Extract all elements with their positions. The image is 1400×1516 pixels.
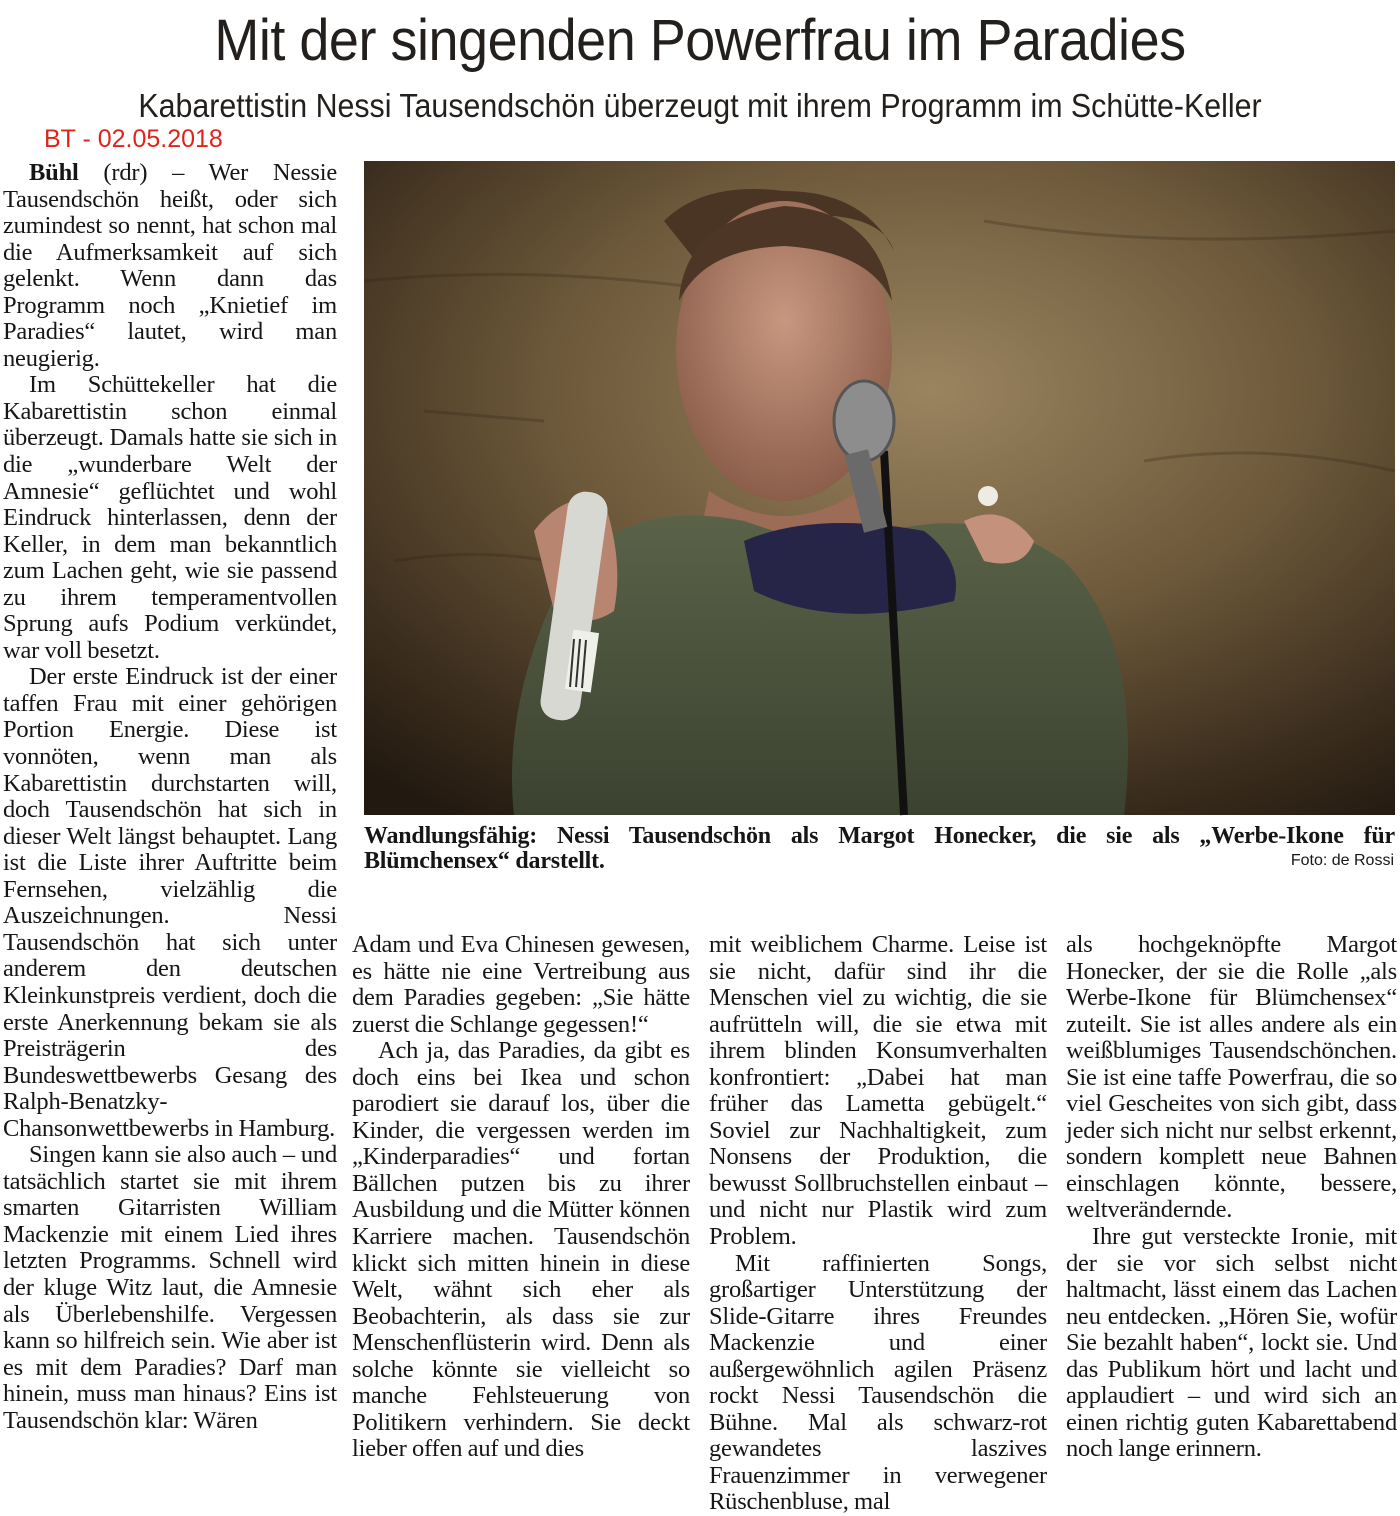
article-paragraph: Im Schüttekeller hat die Kabarettistin schon einmal überzeugt. Damals hatte sie sich in die „wunderbare Welt der Amnesie“ geflüchtet und wohl Eindruck hinterlassen, denn der Keller, in dem man bekanntlich zum Lachen geht, wie sie passend zu ihrem temperamentvollen Sprung aufs Podium verkündet, war voll besetzt. (3, 371, 337, 664)
photo-caption: Wandlungsfähig: Nessi Tausendschön als Margot Honecker, die sie als „Werbe-Ikone für Blümchensex“ darstellt. (364, 823, 1395, 874)
text-column-2 (352, 932, 690, 1490)
article-photo (364, 161, 1395, 815)
article-paragraph: Ach ja, das Paradies, da gibt es doch eins bei Ikea und schon parodiert sie darauf los, über die Kinder, die vergessen werden im „Kinderparadies“ und fortan Bällchen putzen bis zu ihrer Ausbildung und die Mütter können Karriere machen. Tausendschön klickt sich mitten hinein in diese Welt, wähnt sich eher als Beobachterin, als dass sie zur Menschenflüsterin wird. Denn als solche könnte sie vielleicht so manche Fehlsteuerung von Politikern verhindern. Sie deckt lieber offen auf und dies (352, 1037, 690, 1463)
text-column-3 (709, 931, 1047, 1516)
source-date-tag: BT - 02.05.2018 (44, 125, 223, 153)
text-column-4 (1066, 932, 1397, 1490)
article-subheadline: Kabarettistin Nessi Tausendschön überzeugt mit ihrem Programm im Schütte-Keller (138, 87, 1262, 124)
dateline-place: Bühl (29, 159, 79, 186)
article-headline: Mit der singenden Powerfrau im Paradies (214, 8, 1186, 73)
article-paragraph: Adam und Eva Chinesen gewesen, es hätte nie eine Vertreibung aus dem Paradies gegeben: „Sie hätte zuerst die Schlange gegessen!“ (352, 931, 690, 1038)
article-paragraph: mit weiblichem Charme. Leise ist sie nicht, dafür sind ihr die Menschen viel zu wichtig, die sie aufrütteln will, die sie etwa mit ihrem blinden Konsumverhalten konfrontiert: „Dabei hat man früher das Lametta gebügelt.“ Soviel zur Nachhaltigkeit, zum Nonsens der Produktion, die bewusst Sollbruchstellen einbaut – und nicht nur Plastik wird zum Problem. (709, 931, 1047, 1251)
performer-photo-illustration (364, 161, 1395, 815)
article-paragraph: Ihre gut versteckte Ironie, mit der sie vor sich selbst nicht haltmacht, lässt einem das Lachen neu entdecken. „Hören Sie, wofür Sie bezahlt haben“, lockt sie. Und das Publikum hört und lacht und applaudiert – und wird sich an einen richtig guten Kabarettabend noch lange erinnern. (1066, 1223, 1397, 1463)
article-paragraph: Mit raffinierten Songs, großartiger Unterstützung der Slide-Gitarre ihres Freundes Mackenzie und einer außergewöhnlich agilen Präsenz rockt Nessi Tausendschön die Bühne. Mal als schwarz-rot gewandetes laszives Frauenzimmer in verwegener Rüschenbluse, mal (709, 1249, 1047, 1516)
text-column-1 (3, 160, 337, 1490)
article-paragraph: als hochgeknöpfte Margot Honecker, der sie die Rolle „als Werbe-Ikone für Blümchensex“ zuteilt. Sie ist alles andere als ein weißblumiges Tausendschönchen. Sie ist eine taffe Powerfrau, die so viel Gescheites von sich gibt, dass jeder sich nicht nur selbst erkennt, sondern komplett neue Bahnen einschlagen könnte, bessere, weltverändernde. (1066, 931, 1397, 1224)
article-paragraph: Singen kann sie also auch – und tatsächlich startet sie mit ihrem smarten Gitarristen William Mackenzie mit einem Lied ihres letzten Programms. Schnell wird der kluge Witz laut, die Amnesie als Überlebenshilfe. Vergessen kann so hilfreich sein. Wie aber ist es mit dem Paradies? Darf man hinein, muss man hinaus? Eins ist Tausendschön klar: Wären (3, 1141, 337, 1434)
lead-text: (rdr) – Wer Nessie Tausendschön heißt, oder sich zumindest so nennt, hat schon mal die Aufmerksamkeit auf sich gelenkt. Wenn dann das Programm noch „Knietief im Paradies“ lautet, wird man neugierig. (3, 159, 337, 372)
article-paragraph: Der erste Eindruck ist der einer taffen Frau mit einer gehörigen Portion Energie. Diese ist vonnöten, wenn man als Kabarettistin durchstarten will, doch Tausendschön hat sich in dieser Welt längst behauptet. Lang ist die Liste ihrer Auftritte beim Fernsehen, vielzählig die Auszeichnungen. Nessi Tausendschön hat sich unter anderem den deutschen Kleinkunstpreis verdient, doch die erste Anerkennung bekam sie als Preisträgerin des Bundeswettbewerbs Gesang des Ralph-Benatzky-Chansonwettbewerbs in Hamburg. (3, 663, 337, 1142)
photo-credit: Foto: de Rossi (1290, 852, 1394, 869)
article-paragraph (3, 160, 337, 372)
